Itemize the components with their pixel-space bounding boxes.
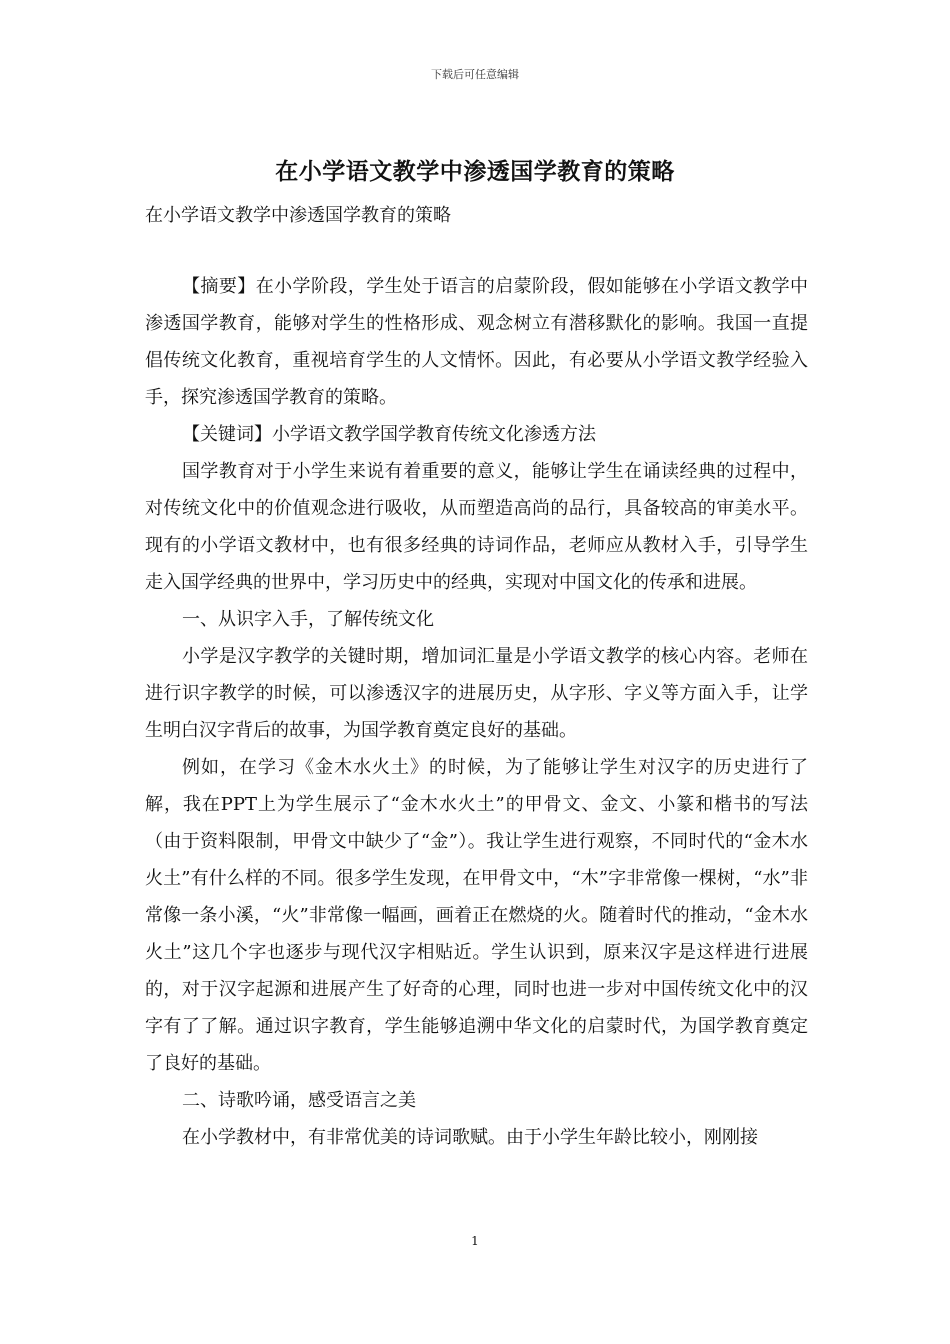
page-number: 1	[471, 1234, 479, 1248]
section1-paragraph-2: 例如，在学习《金木水火土》的时候，为了能够让学生对汉字的历史进行了解，我在PPT上为学生展示了“金木水火土”的甲骨文、金文、小篆和楷书的写法（由于资料限制，甲骨文中缺少了“金”）。我让学生进行观察，不同时代的“金木水火土”有什么样的不同。很多学生发现，在甲骨文中，“木”字非常像一棵树，“水”非常像一条小溪，“火”非常像一幅画，画着正在燃烧的火。随着时代的推动，“金木水火土”这几个字也逐步与现代汉字相贴近。学生认识到，原来汉字是这样进行进展的，对于汉字起源和进展产生了好奇的心理，同时也进一步对中国传统文化中的汉字有了了解。通过识字教育，学生能够追溯中华文化的启蒙时代，为国学教育奠定了良好的基础。	[145, 757, 808, 1074]
section-heading-1: 一、从识字入手，了解传统文化	[182, 609, 434, 630]
intro-paragraph: 国学教育对于小学生来说有着重要的意义，能够让学生在诵读经典的过程中，对传统文化中的价值观念进行吸收，从而塑造高尚的品行，具备较高的审美水平。现有的小学语文教材中，也有很多经典的诗词作品，老师应从教材入手，引导学生走入国学经典的世界中，学习历史中的经典，实现对中国文化的传承和进展。	[145, 461, 808, 593]
section1-paragraph-1: 小学是汉字教学的关键时期，增加词汇量是小学语文教学的核心内容。老师在进行识字教学的时候，可以渗透汉字的进展历史，从字形、字义等方面入手，让学生明白汉字背后的故事，为国学教育奠定良好的基础。	[145, 646, 808, 741]
document-title: 在小学语文教学中渗透国学教育的策略	[275, 158, 675, 185]
section-heading-2: 二、诗歌吟诵，感受语言之美	[182, 1090, 416, 1111]
document-body	[145, 268, 808, 1156]
page-header-note: 下载后可任意编辑	[431, 68, 519, 81]
document-subtitle: 在小学语文教学中渗透国学教育的策略	[145, 205, 451, 226]
abstract-paragraph: 【摘要】在小学阶段，学生处于语言的启蒙阶段，假如能够在小学语文教学中渗透国学教育，能够对学生的性格形成、观念树立有潜移默化的影响。我国一直提倡传统文化教育，重视培育学生的人文情怀。因此，有必要从小学语文教学经验入手，探究渗透国学教育的策略。	[145, 276, 808, 408]
section2-paragraph-1: 在小学教材中，有非常优美的诗词歌赋。由于小学生年龄比较小，刚刚接	[182, 1127, 758, 1148]
keywords-paragraph: 【关键词】小学语文教学国学教育传统文化渗透方法	[182, 424, 596, 445]
